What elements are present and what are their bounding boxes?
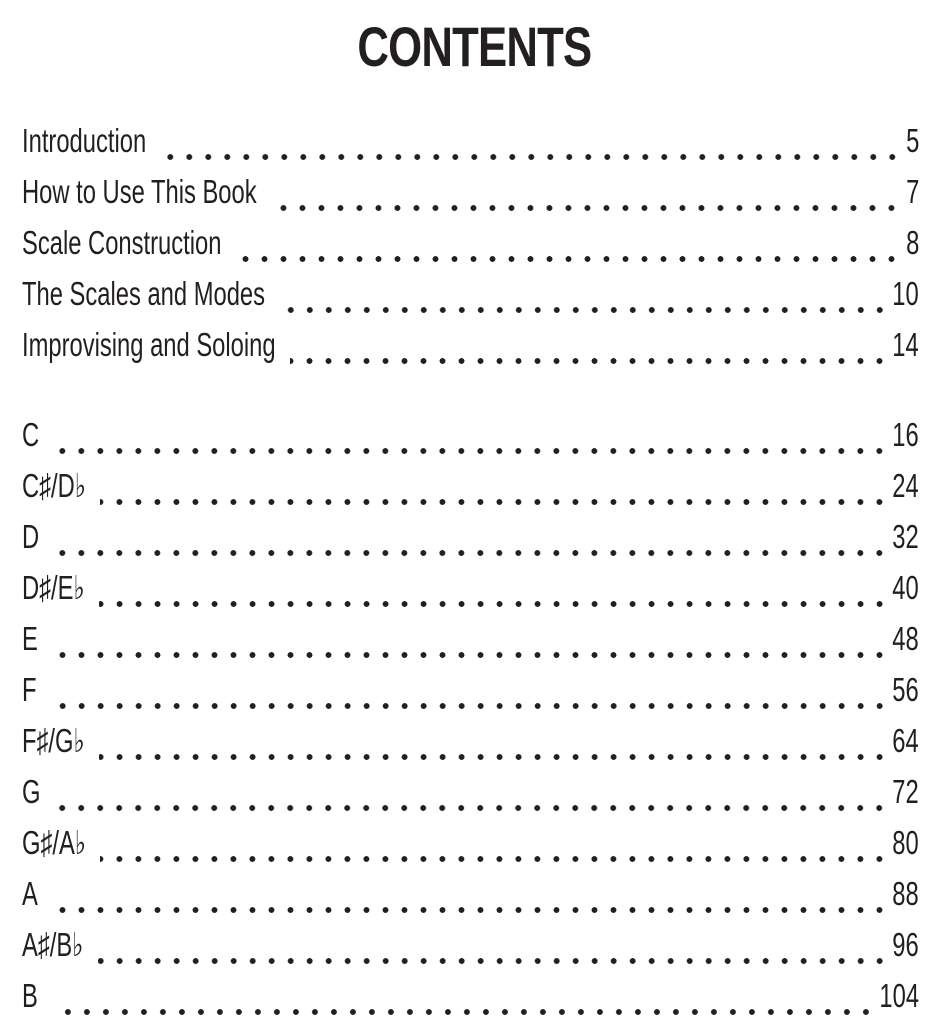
dot-leader: [53, 415, 889, 455]
toc-entry-page-number: 48: [892, 620, 919, 657]
toc-entry-page-number: 104: [879, 977, 919, 1014]
toc-entry: [22, 874, 919, 914]
dot-leader: [99, 721, 889, 761]
toc-entry: [22, 823, 919, 863]
toc-entry-label: C♯/D♭: [22, 467, 87, 504]
toc-entry-label: A♯/B♭: [22, 926, 84, 963]
dot-leader: [270, 172, 901, 212]
toc-entry-label: G♯/A♭: [22, 824, 87, 861]
toc-entry-label: D♯/E♭: [22, 569, 85, 606]
toc-entry-label: Scale Construction: [22, 224, 222, 261]
toc-entry: [22, 325, 919, 365]
toc-entry-page-number: 10: [892, 275, 919, 312]
toc-entry-page-number: 40: [892, 569, 919, 606]
toc-entry-page-number: 24: [892, 467, 919, 504]
dot-leader: [235, 223, 901, 263]
toc-entry-label: The Scales and Modes: [22, 275, 266, 312]
toc-entry: [22, 619, 919, 659]
toc-entry-page-number: 96: [892, 926, 919, 963]
toc-entry-label: B: [22, 977, 38, 1014]
toc-entry-page-number: 14: [892, 326, 919, 363]
dot-leader: [52, 619, 889, 659]
toc-entry-label: How to Use This Book: [22, 173, 257, 210]
toc-entry: [22, 721, 919, 761]
toc-entry: [22, 466, 919, 506]
dot-leader: [161, 121, 902, 161]
toc-entry: [22, 223, 919, 263]
toc-entry-label: Improvising and Soloing: [22, 326, 276, 363]
toc-entry: [22, 517, 919, 557]
dot-leader: [99, 568, 889, 608]
toc-entry-page-number: 7: [905, 173, 919, 210]
toc-entry: [22, 976, 919, 1016]
toc-entry-label: Introduction: [22, 122, 147, 159]
dot-leader: [100, 466, 889, 506]
toc-entry-page-number: 16: [892, 416, 919, 453]
toc-entry-page-number: 72: [892, 773, 919, 810]
toc-entry: [22, 172, 919, 212]
toc-entry-page-number: 8: [905, 224, 919, 261]
dot-leader: [290, 325, 889, 365]
page-title: CONTENTS: [357, 15, 592, 78]
toc-entry-label: E: [22, 620, 38, 657]
dot-leader: [51, 670, 889, 710]
toc-entry-label: D: [22, 518, 40, 555]
toc-entry-page-number: 5: [905, 122, 919, 159]
toc-entry-page-number: 80: [892, 824, 919, 861]
dot-leader: [54, 772, 889, 812]
toc-entry-label: G: [22, 773, 41, 810]
toc-entry: [22, 568, 919, 608]
toc-entry: [22, 274, 919, 314]
dot-leader: [279, 274, 889, 314]
toc-entry-label: C: [22, 416, 40, 453]
toc-entry: [22, 670, 919, 710]
toc-entry: [22, 772, 919, 812]
toc-entry-page-number: 56: [892, 671, 919, 708]
dot-leader: [98, 925, 889, 965]
dot-leader: [100, 823, 889, 863]
dot-leader: [52, 874, 889, 914]
toc-entry-page-number: 64: [892, 722, 919, 759]
toc-entry-label: F♯/G♭: [22, 722, 85, 759]
toc-entry-page-number: 32: [892, 518, 919, 555]
dot-leader: [52, 976, 875, 1016]
toc-entry-label: A: [22, 875, 38, 912]
toc-entry-label: F: [22, 671, 37, 708]
toc-entry-page-number: 88: [892, 875, 919, 912]
toc-entry: [22, 925, 919, 965]
toc-entry: [22, 415, 919, 455]
dot-leader: [53, 517, 889, 557]
toc-entry: [22, 121, 919, 161]
